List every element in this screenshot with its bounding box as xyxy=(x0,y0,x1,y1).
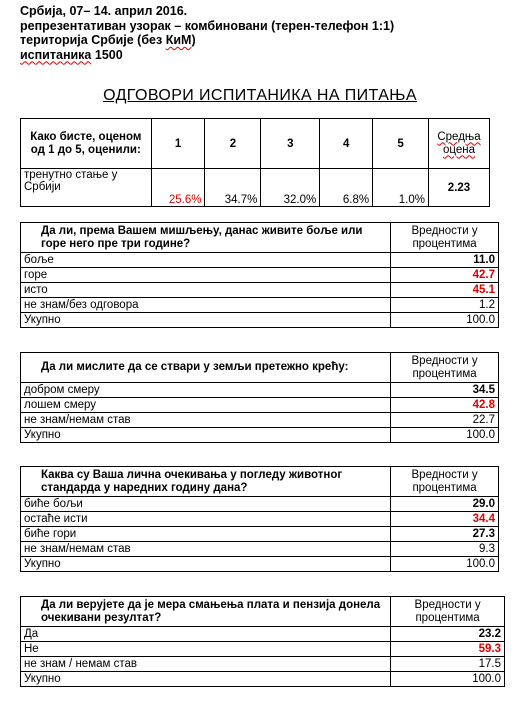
q3-value-4: 9.3 xyxy=(391,542,499,557)
q2-question: Да ли мислите да се ствари у земљи претежно крећу: xyxy=(21,353,391,383)
q3-value-2: 34.4 xyxy=(391,512,499,527)
q4-label-1: Да xyxy=(21,627,391,642)
q3-value-3: 27.3 xyxy=(391,527,499,542)
scale-1: 1 xyxy=(151,119,205,169)
rating-value-2: 34.7% xyxy=(205,169,261,207)
q3-value-1: 29.0 xyxy=(391,497,499,512)
q3-label-1: биће бољи xyxy=(21,497,391,512)
q2-label-3: не знам/немам став xyxy=(21,413,391,428)
q1-label-5: Укупно xyxy=(21,313,391,328)
avg-header-text: Средња оцена xyxy=(437,130,481,156)
q4-table xyxy=(20,596,505,687)
q4-value-4: 100.0 xyxy=(391,672,505,687)
q4-label-2: Не xyxy=(21,642,391,657)
rating-value-5: 1.0% xyxy=(373,169,429,207)
q2-label-2: лошем смеру xyxy=(21,398,391,413)
avg-header xyxy=(428,119,489,169)
q3-value-header: Вредности у процентима xyxy=(391,467,499,497)
territory xyxy=(20,33,394,48)
rating-table xyxy=(20,118,490,207)
q4-value-3: 17.5 xyxy=(391,657,505,672)
q1-question: Да ли, према Вашем мишљењу, данас живите боље или горе него пре три године? xyxy=(21,223,391,253)
survey-date: Србија, 07– 14. април 2016. xyxy=(20,4,188,18)
q4-label-3: не знам / немам став xyxy=(21,657,391,672)
q3-value-5: 100.0 xyxy=(391,557,499,572)
q3-question: Каква су Ваша лична очекивања у погледу животног стандарда у наредних годину дана? xyxy=(21,467,391,497)
q1-value-4: 1.2 xyxy=(391,298,499,313)
respondents-label: испитаника xyxy=(20,47,92,62)
q1-label-4: не знам/без одговора xyxy=(21,298,391,313)
q2-value-1: 34.5 xyxy=(391,383,499,398)
document-header xyxy=(20,4,394,62)
q1-value-3: 45.1 xyxy=(391,283,499,298)
q2-value-2: 42.8 xyxy=(391,398,499,413)
q2-value-4: 100.0 xyxy=(391,428,499,443)
respondents xyxy=(20,48,394,63)
rating-value-1: 25.6% xyxy=(151,169,205,207)
q4-value-1: 23.2 xyxy=(391,627,505,642)
q1-value-2: 42.7 xyxy=(391,268,499,283)
q4-question: Да ли верујете да је мера смањења плата и пензија донела очекивани резултат? xyxy=(21,597,391,627)
rating-row-label: тренутно стање у Србији xyxy=(21,169,152,207)
q3-label-2: остаће исти xyxy=(21,512,391,527)
scale-4: 4 xyxy=(320,119,373,169)
rating-value-4: 6.8% xyxy=(320,169,373,207)
q3-label-4: не знам/немам став xyxy=(21,542,391,557)
scale-2: 2 xyxy=(205,119,261,169)
q3-label-5: Укупно xyxy=(21,557,391,572)
territory-kim: КиМ xyxy=(165,33,192,47)
q2-value-header: Вредности у процентима xyxy=(391,353,499,383)
rating-question: Како бисте, оценом од 1 до 5, оценили: xyxy=(21,119,152,169)
q1-label-3: исто xyxy=(21,283,391,298)
q1-value-5: 100.0 xyxy=(391,313,499,328)
scale-3: 3 xyxy=(261,119,320,169)
respondents-count: 1500 xyxy=(91,47,123,62)
q4-label-4: Укупно xyxy=(21,672,391,687)
q1-label-1: боље xyxy=(21,253,391,268)
q4-value-2: 59.3 xyxy=(391,642,505,657)
rating-value-3: 32.0% xyxy=(261,169,320,207)
q1-value-1: 11.0 xyxy=(391,253,499,268)
q3-label-3: биће гори xyxy=(21,527,391,542)
q2-value-3: 22.7 xyxy=(391,413,499,428)
q1-label-2: горе xyxy=(21,268,391,283)
q3-table xyxy=(20,466,499,572)
q2-label-1: добром смеру xyxy=(21,383,391,398)
q4-value-header: Вредности у процентима xyxy=(391,597,505,627)
q1-table xyxy=(20,222,499,328)
page-title xyxy=(0,87,520,105)
rating-avg: 2.23 xyxy=(428,169,489,207)
territory-close: ) xyxy=(191,33,196,47)
territory-text: територија Србије (без xyxy=(20,33,166,47)
q2-label-4: Укупно xyxy=(21,428,391,443)
scale-5: 5 xyxy=(373,119,429,169)
page-title-text: ОДГОВОРИ ИСПИТАНИКА НА ПИТАЊА xyxy=(103,87,417,104)
q1-value-header: Вредности у процентима xyxy=(391,223,499,253)
q2-table xyxy=(20,352,499,443)
sample-type: репрезентативан узорак – комбиновани (терен-телефон 1:1) xyxy=(20,18,395,33)
